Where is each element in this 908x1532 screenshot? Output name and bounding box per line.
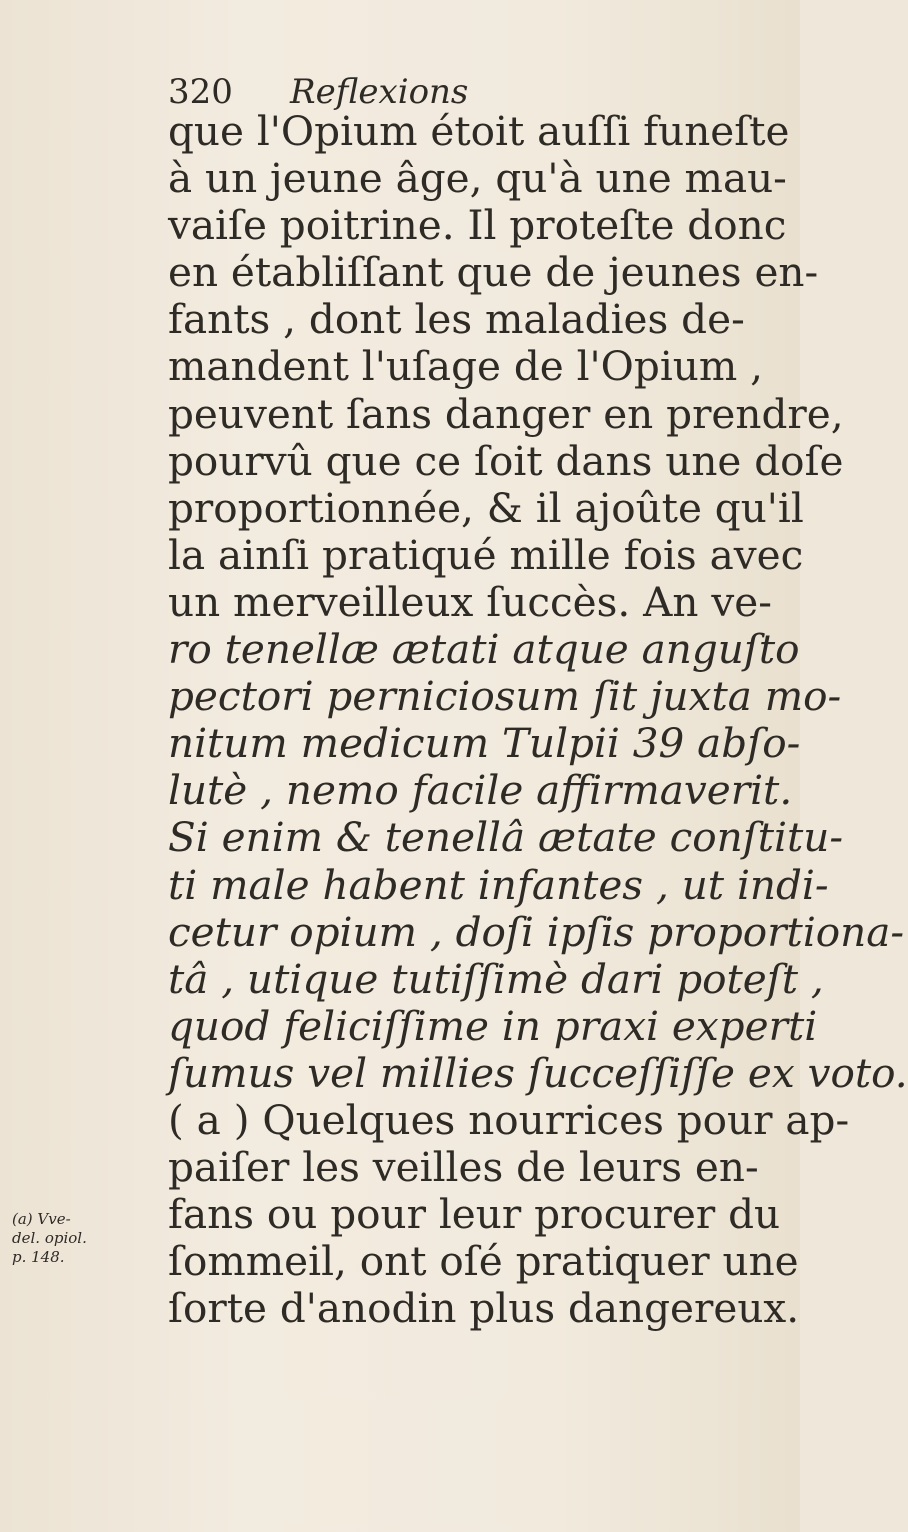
margin-note-line: p. 148. [12,1248,65,1266]
text-line: mandent l'uſage de l'Opium , [168,342,764,391]
text-line: nitum medicum Tulpii 39 abſo- [168,719,801,768]
text-line: vaiſe poitrine. Il proteſte donc [168,201,787,250]
margin-note [12,1210,112,1267]
text-line: ro tenellæ ætati atque anguſto [168,625,800,674]
text-line: en établiſſant que de jeunes en- [168,248,819,297]
text-line: ti male habent infantes , ut indi- [168,860,829,909]
running-title: Reflexions [290,72,469,112]
text-line: Si enim & tenellâ ætate conſtitu- [168,813,844,862]
text-line: ( a ) Quelques nourrices pour ap- [168,1095,850,1144]
margin-note-line: (a) Vve- [12,1210,71,1228]
text-line: quod feliciſſime in praxi experti [168,1001,818,1050]
text-line: fans ou pour leur procurer du [168,1190,781,1239]
margin-note-line: del. opiol. [12,1229,87,1247]
text-line: que l'Opium étoit auſſi funeſte [168,107,790,155]
text-line: pectori perniciosum ſit juxta mo- [168,672,842,721]
text-line: cetur opium , doſi ipſis proportiona- [168,907,905,956]
body-text [168,107,908,1333]
text-line: lutè , nemo facile affirmaverit. [168,766,793,815]
text-line: un merveilleux ſuccès. An ve- [168,577,772,626]
text-line: fants , dont les maladies de- [168,295,745,344]
text-line: ſorte d'anodin plus dangereux. [168,1284,800,1333]
text-line: paiſer les veilles de leurs en- [168,1143,759,1192]
text-line: ſommeil, ont oſé pratiquer une [168,1237,799,1286]
text-line: pourvû que ce ſoit dans une doſe [168,436,844,485]
text-line: proportionnée, & il ajoûte qu'il [168,483,804,532]
text-line: ſumus vel millies ſucceſſiſſe ex voto. [168,1048,908,1097]
text-line: la ainſi pratiqué mille fois avec [168,530,804,579]
text-line: à un jeune âge, qu'à une mau- [168,154,787,203]
page-number: 320 [168,72,233,112]
text-line: tâ , utique tutiſſimè dari poteſt , [168,954,824,1003]
text-line: peuvent ſans danger en prendre, [168,389,844,438]
